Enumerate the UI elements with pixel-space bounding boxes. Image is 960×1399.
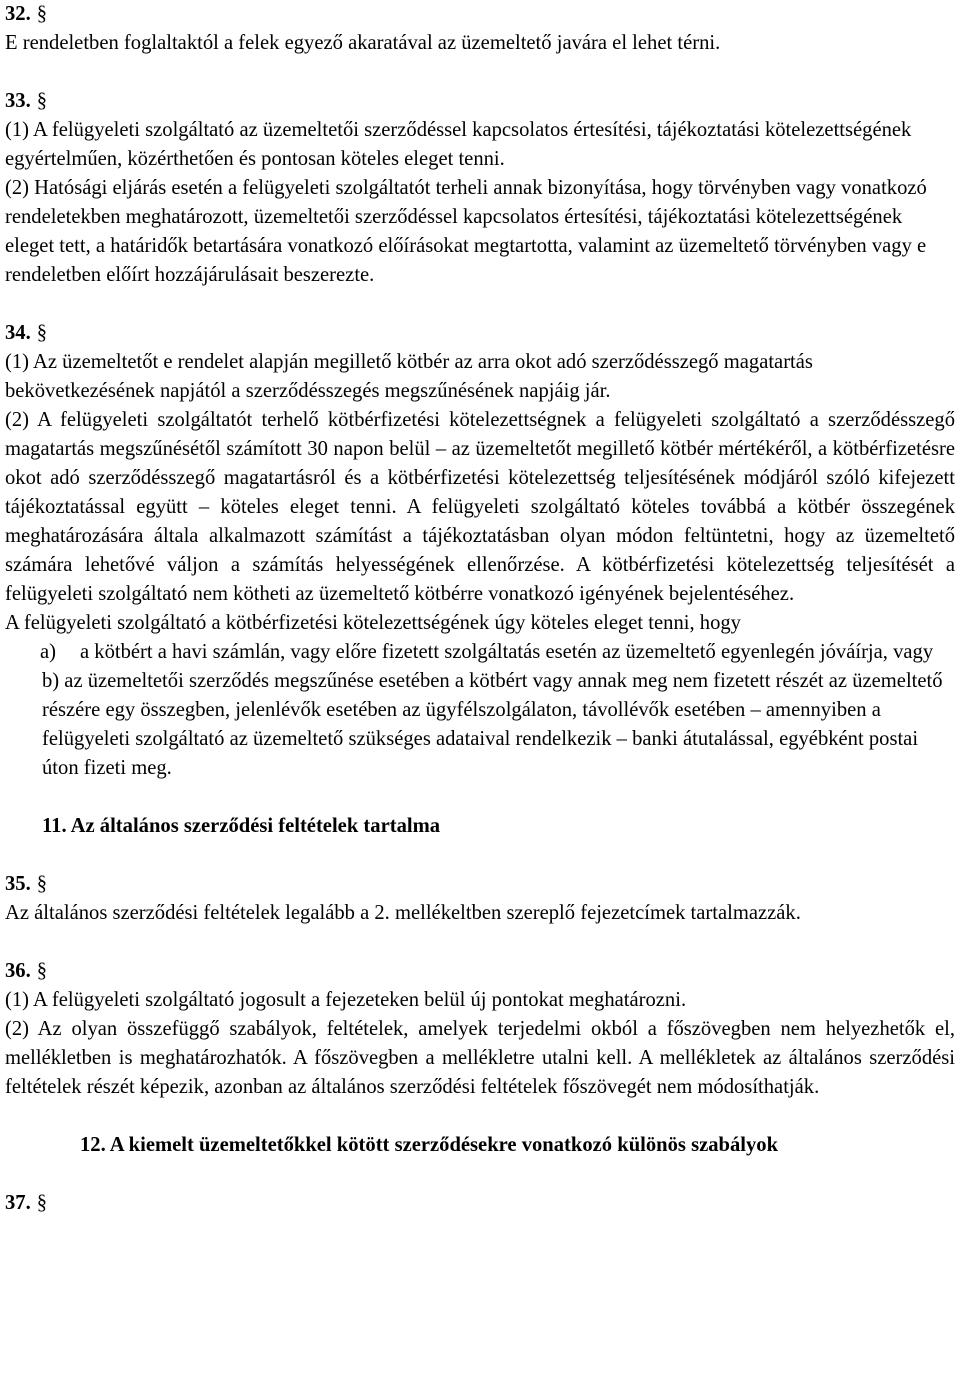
section-35 — [5, 870, 955, 928]
section-32-heading — [5, 0, 955, 29]
list-item-text: a kötbért a havi számlán, vagy előre fizetett szolgáltatás esetén az üzemeltető egyenlegén jóváírja, vagy — [80, 641, 934, 663]
section-36 — [5, 957, 955, 1102]
paragraph-sign-icon: § — [36, 873, 48, 895]
section-33 — [5, 87, 955, 290]
chapter-11-title: 11. Az általános szerződési feltételek tartalma — [42, 815, 441, 837]
section-number: 36. — [5, 960, 31, 982]
paragraph-sign-icon: § — [36, 90, 48, 112]
section-34-paragraph-1: (1) Az üzemeltetőt e rendelet alapján megillető kötbér az arra okot adó szerződésszegő magatartás bekövetkezésének napjától a szerződésszegés megszűnésének napjáig jár. — [5, 351, 813, 402]
section-36-heading — [5, 957, 955, 986]
document-page — [5, 0, 955, 1218]
section-number: 35. — [5, 873, 31, 895]
section-35-heading — [5, 870, 955, 899]
section-number: 37. — [5, 1192, 31, 1214]
paragraph-sign-icon: § — [36, 3, 48, 25]
section-35-text: Az általános szerződési feltételek legalább a 2. mellékeltben szereplő fejezetcímek tartalmazzák. — [5, 902, 801, 924]
section-34-paragraph-3: A felügyeleti szolgáltató a kötbérfizetési kötelezettségének úgy köteles eleget tenni, hogy — [5, 612, 741, 634]
section-34 — [5, 319, 955, 783]
section-number: 34. — [5, 322, 31, 344]
section-36-paragraph-1: (1) A felügyeleti szolgáltató jogosult a fejezeteken belül új pontokat meghatározni. — [5, 989, 687, 1011]
section-number: 33. — [5, 90, 31, 112]
paragraph-sign-icon: § — [36, 322, 48, 344]
list-item-b: b) az üzemeltetői szerződés megszűnése esetében a kötbért vagy annak meg nem fizetett részét az üzemeltető részére egy összegben, jelenlévők esetében az ügyfélszolgálaton, távollévők esetében – amennyiben a felügyeleti szolgáltató az üzemeltető szükséges adataival rendelkezik – banki átutalással, egyébként postai úton fizeti meg. — [42, 670, 943, 779]
list-item-a — [5, 638, 955, 667]
section-37 — [5, 1189, 955, 1218]
paragraph-sign-icon: § — [36, 1192, 48, 1214]
section-32-text: E rendeletben foglaltaktól a felek egyező akaratával az üzemeltető javára el lehet térni. — [5, 32, 721, 54]
paragraph-sign-icon: § — [36, 960, 48, 982]
list-item-label: a) — [40, 641, 56, 663]
section-33-heading — [5, 87, 955, 116]
section-number: 32. — [5, 3, 31, 25]
chapter-12-title: 12. A kiemelt üzemeltetőkkel kötött szerződésekre vonatkozó különös szabályok — [80, 1134, 779, 1156]
section-34-paragraph-2: (2) A felügyeleti szolgáltatót terhelő kötbérfizetési kötelezettségnek a felügyeleti szolgáltató a szerződésszegő magatartás megszűnésétől számított 30 napon belül – az üzemeltetőt megillető kötbér mértékéről, a kötbérfizetésre okot adó szerződésszegő magatartásról és a kötbérfizetési kötelezettség teljesítésének módjáról szóló kifejezett tájékoztatással együtt – köteles eleget tenni. A felügyeleti szolgáltató köteles továbbá a kötbér összegének meghatározására általa alkalmazott számítást a tájékoztatásban olyan módon feltüntetni, hogy az üzemeltető számára lehetővé váljon a számítás helyességének ellenőrzése. A kötbérfizetési kötelezettség teljesítését a felügyeleti szolgáltató nem kötheti az üzemeltető kötbérre vonatkozó igényének bejelentéséhez. — [5, 409, 955, 605]
section-36-paragraph-2: (2) Az olyan összefüggő szabályok, feltételek, amelyek terjedelmi okból a főszövegben nem helyezhetők el, mellékletben is meghatározhatók. A főszövegben a mellékletre utalni kell. A mellékletek az általános szerződési feltételek részét képezik, azonban az általános szerződési feltételek főszövegét nem módosíthatják. — [5, 1018, 955, 1098]
section-33-paragraph-1: (1) A felügyeleti szolgáltató az üzemeltetői szerződéssel kapcsolatos értesítési, tájékoztatási kötelezettségének egyértelműen, közérthetően és pontosan köteles eleget tenni. — [5, 119, 912, 170]
section-37-heading — [5, 1189, 955, 1218]
section-32 — [5, 0, 955, 58]
section-33-paragraph-2: (2) Hatósági eljárás esetén a felügyeleti szolgáltatót terheli annak bizonyítása, hogy törvényben vagy vonatkozó rendeletekben meghatározott, üzemeltetői szerződéssel kapcsolatos értesítési, tájékoztatási kötelezettségének eleget tett, a határidők betartására vonatkozó előírásokat megtartotta, valamint az üzemeltető törvényben vagy e rendeletben előírt hozzájárulásait beszerezte. — [5, 177, 927, 286]
section-34-heading — [5, 319, 955, 348]
